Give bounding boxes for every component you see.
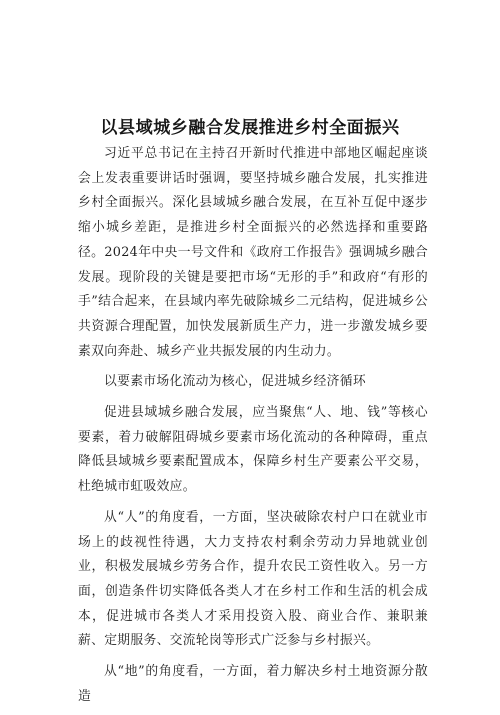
paragraph-intro: 习近平总书记在主持召开新时代推进中部地区崛起座谈会上发表重要讲话时强调，要坚持城乡融合发展，扎实推进乡村全面振兴。深化县域城乡融合发展，在互补互促中逐步缩小城乡差距，是推进乡村全面振兴的必然选择和重要路径。2024年中央一号文件和《政府工作报告》强调城乡融合发展。现阶段的关键是要把市场“无形的手”和政府“有形的手”结合起来，在县域内率先破除城乡二元结构，促进城乡公共资源合理配置，加快发展新质生产力，进一步激发城乡要素双向奔赴、城乡产业共振发展的内生动力。	[78, 146, 428, 359]
paragraph-core-elements: 促进县域城乡融合发展，应当聚焦“人、地、钱”等核心要素，着力破解阻碍城乡要素市场化流动的各种障碍，重点降低县域城乡要素配置成本，保障乡村生产要素公平交易，杜绝城市虹吸效应。	[78, 405, 428, 495]
paragraph-land: 从“地”的角度看，一方面，着力解决乡村土地资源分散造	[78, 664, 428, 704]
document-title: 以县域城乡融合发展推进乡村全面振兴	[100, 118, 400, 138]
section-subheading: 以要素市场化流动为核心，促进城乡经济循环	[104, 374, 366, 390]
document-body	[78, 142, 428, 715]
paragraph-people: 从“人”的角度看，一方面，坚决破除农村户口在就业市场上的歧视性待遇，大力支持农村剩余劳动力异地就业创业，积极发展城乡劳务合作，提升农民工资性收入。另一方面，创造条件切实降低各类人才在乡村工作和生活的机会成本，促进城市各类人才采用投资入股、商业合作、兼职兼薪、定期服务、交流轮岗等形式广泛参与乡村振兴。	[78, 509, 428, 649]
